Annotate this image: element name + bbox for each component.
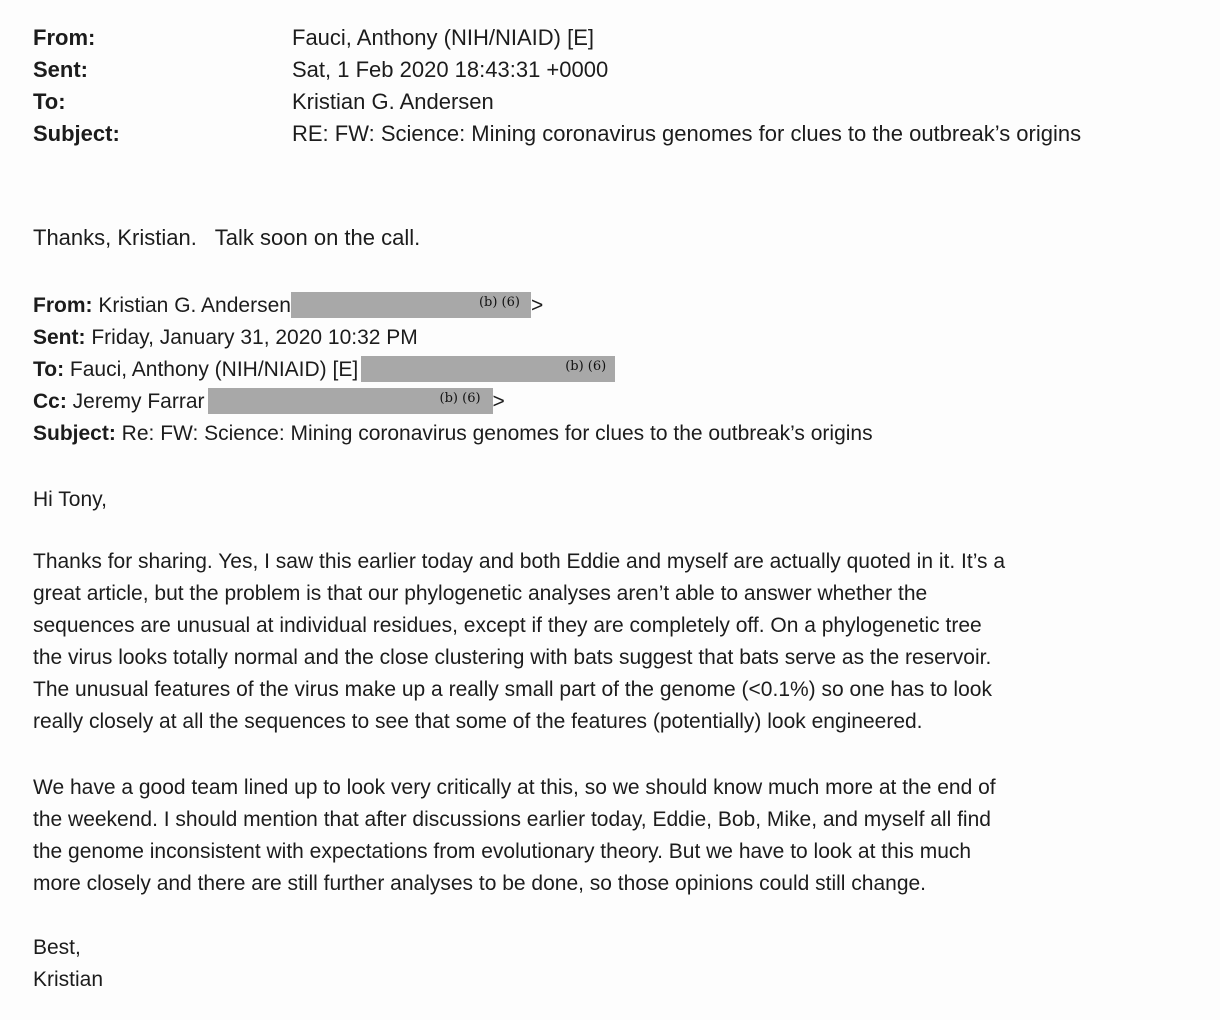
redaction-box — [208, 388, 493, 414]
redaction-code: (b) (6) — [478, 295, 520, 310]
paragraph-line: the weekend. I should mention that after discussions earlier today, Eddie, Bob, Mike, and myself all find — [33, 808, 991, 831]
header-from-value: Fauci, Anthony (NIH/NIAID) [E] — [292, 25, 594, 50]
quoted-closing: Best, — [33, 936, 81, 959]
header-to-value: Kristian G. Andersen — [292, 89, 494, 114]
header-to-label: To: — [33, 89, 66, 114]
redaction-box — [291, 292, 531, 318]
paragraph-line: really closely at all the sequences to see that some of the features (potentially) look engineered. — [33, 710, 923, 733]
quoted-from-value: Kristian G. Andersen — [92, 294, 291, 317]
quoted-subject-label: Subject: — [33, 422, 116, 445]
quoted-sent-label: Sent: — [33, 326, 86, 349]
paragraph-line: more closely and there are still further analyses to be done, so those opinions could still change. — [33, 872, 927, 895]
quoted-from-label: From: — [33, 294, 93, 317]
paragraph-line: We have a good team lined up to look very critically at this, so we should know much more at the end of — [33, 776, 996, 799]
quoted-subject-line — [33, 420, 873, 448]
quoted-cc-value: Jeremy Farrar — [66, 390, 205, 413]
quoted-to-value: Fauci, Anthony (NIH/NIAID) [E] — [64, 358, 359, 381]
redaction-box — [361, 356, 615, 382]
reply-body: Thanks, Kristian. Talk soon on the call. — [33, 225, 421, 250]
header-sent-label: Sent: — [33, 57, 88, 82]
quoted-cc-label: Cc: — [33, 390, 67, 413]
quoted-paragraph-1 — [33, 546, 1193, 738]
quoted-from-suffix: > — [530, 294, 544, 317]
redaction-code: (b) (6) — [565, 359, 607, 374]
redaction-code: (b) (6) — [439, 391, 481, 406]
quoted-cc-line — [33, 388, 505, 416]
quoted-greeting: Hi Tony, — [33, 488, 107, 511]
quoted-subject-value: Re: FW: Science: Mining coronavirus genomes for clues to the outbreak’s origins — [115, 422, 873, 445]
paragraph-line: great article, but the problem is that our phylogenetic analyses aren’t able to answer whether the — [33, 582, 928, 605]
quoted-paragraph-2 — [33, 772, 1193, 900]
header-sent-value: Sat, 1 Feb 2020 18:43:31 +0000 — [292, 57, 609, 82]
quoted-cc-suffix: > — [492, 390, 505, 413]
header-subject-value: RE: FW: Science: Mining coronavirus genomes for clues to the outbreak’s origins — [292, 121, 1082, 146]
quoted-sent-value: Friday, January 31, 2020 10:32 PM — [85, 326, 418, 349]
paragraph-line: the genome inconsistent with expectations from evolutionary theory. But we have to look at this much — [33, 840, 972, 863]
header-from-label: From: — [33, 25, 96, 50]
paragraph-line: the virus looks totally normal and the close clustering with bats suggest that bats serve as the reservoir. — [33, 646, 992, 669]
quoted-to-line — [33, 356, 615, 384]
paragraph-line: sequences are unusual at individual residues, except if they are completely off. On a phylogenetic tree — [33, 614, 982, 637]
paragraph-line: The unusual features of the virus make up a really small part of the genome (<0.1%) so one has to look — [33, 678, 992, 701]
quoted-signature: Kristian — [33, 968, 104, 991]
paragraph-line: Thanks for sharing. Yes, I saw this earlier today and both Eddie and myself are actually quoted in it. It’s a — [33, 550, 1005, 573]
quoted-sent-line — [33, 324, 418, 352]
header-subject-label: Subject: — [33, 121, 120, 146]
quoted-from-line — [33, 292, 543, 320]
quoted-to-label: To: — [33, 358, 65, 381]
